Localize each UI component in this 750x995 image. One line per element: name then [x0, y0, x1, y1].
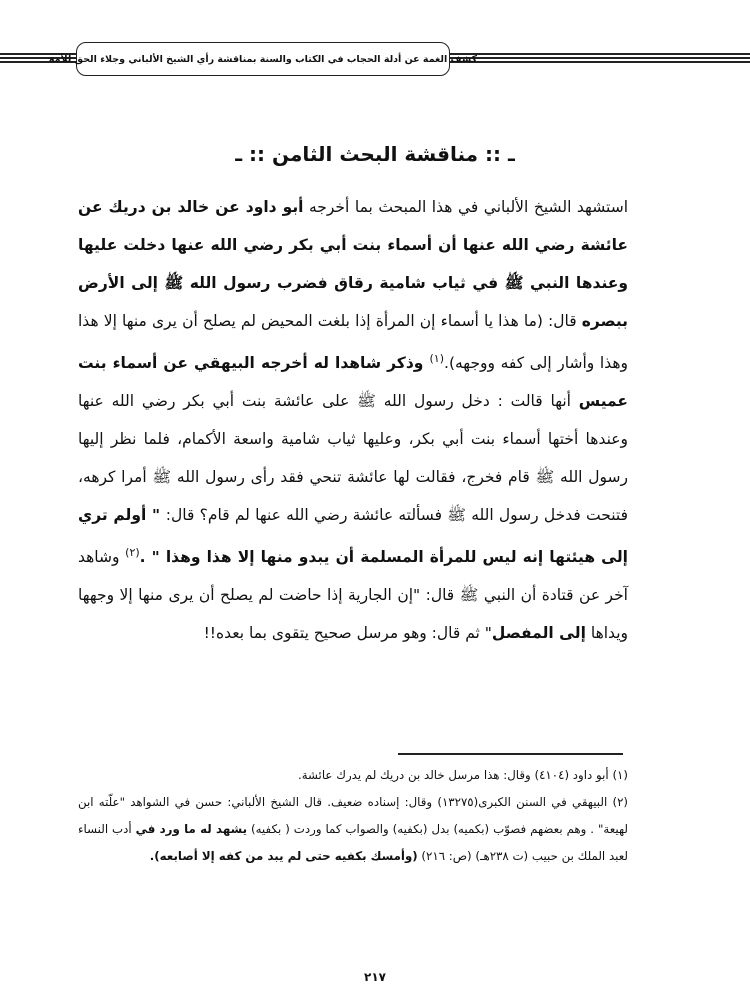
- body-text-s5b: " أولم تري إلى هيئتها إنه ليس للمرأة المسلمة أن يبدو منها إلا هذا وهذا " .: [78, 506, 628, 567]
- running-header: [48, 42, 478, 76]
- footnote-ref-1[interactable]: (١): [429, 352, 445, 365]
- footnote-2-text-b: يشهد له ما ورد في: [135, 822, 248, 836]
- body-text-s4: أنها قالت : دخل رسول الله ﷺ على عائشة بنت أبي بكر رضي الله عنها وعندها أختها أسماء بنت أبي بكر، وعليها ثياب شامية واسعة الأكمام، فلما نظر إليها رسول الله ﷺ قام فخرج، فقالت لها عائشة تنحي فقد رأى رسول الله ﷺ أمرا كرهه، فتنحت فدخل رسول الله ﷺ فسألته عائشة رضي الله عنها لم قام؟ قال:: [78, 392, 628, 525]
- footnote-2-text-c: أدب النساء لعبد الملك بن حبيب (ت ٢٣٨هـ) (ص: ٢١٦): [78, 822, 628, 863]
- footnote-divider: [398, 753, 623, 755]
- footnote-2-text-d: (وأمسك بكفيه حتى لم يبد من كفه إلا أصابعه).: [149, 849, 418, 863]
- section-title: ـ :: مناقشة البحث الثامن :: ـ: [235, 142, 515, 166]
- body-text-s1b: أبو داود عن خالد بن دريك عن عائشة رضي الله عنها أن أسماء بنت أبي بكر رضي الله عنها دخلت عليها وعندها النبي ﷺ في ثياب شامية رقاق فضرب رسول الله ﷺ إلى الأرض ببصره: [78, 198, 628, 330]
- footnote-1: (١) أبو داود (٤١٠٤) وقال: هذا مرسل خالد بن دريك لم يدرك عائشة.: [297, 768, 628, 782]
- footnote-2-text-a: (٢) البيهقي في السنن الكبرى(١٣٢٧٥) وقال: إسناده ضعيف. قال الشيخ الألباني: حسن في الشواهد "علّته ابن لهيعة" . وهم بعضهم فصوّب (بكميه) بدل (بكفيه) والصواب كما وردت ( بكفيه): [78, 795, 629, 836]
- running-title: كشف الغمة عن أدلة الحجاب في الكتاب والسنة بمناقشة رأي الشيخ الألباني وجلاء الحق للأمة: [48, 53, 478, 65]
- footnotes: [78, 762, 628, 870]
- body-text-s6b: إلى المفصل: [491, 624, 586, 643]
- body-text-s6: وشاهد آخر عن قتادة أن النبي ﷺ قال: "إن الجارية إذا حاضت لم يصلح أن يرى منها إلا وجهها ويداها: [78, 548, 628, 643]
- footnote-ref-2[interactable]: (٢): [125, 546, 140, 560]
- body-paragraph: [78, 188, 628, 652]
- footnote-2: [78, 789, 628, 870]
- body-text-s7: " ثم قال: وهو مرسل صحيح يتقوى بما بعده!!: [203, 624, 492, 643]
- body-text-s3b: وذكر شاهدا له أخرجه البيهقي عن أسماء بنت عميس: [78, 354, 628, 411]
- body-text-s2: قال: (ما هذا يا أسماء إن المرأة إذا بلغت المحيض لم يصلح أن يرى منها إلا هذا وهذا وأشار إلى كفه ووجهه).: [78, 312, 628, 373]
- page-number: ٢١٧: [364, 970, 386, 984]
- body-text-s1: استشهد الشيخ الألباني في هذا المبحث بما أخرجه: [303, 198, 628, 216]
